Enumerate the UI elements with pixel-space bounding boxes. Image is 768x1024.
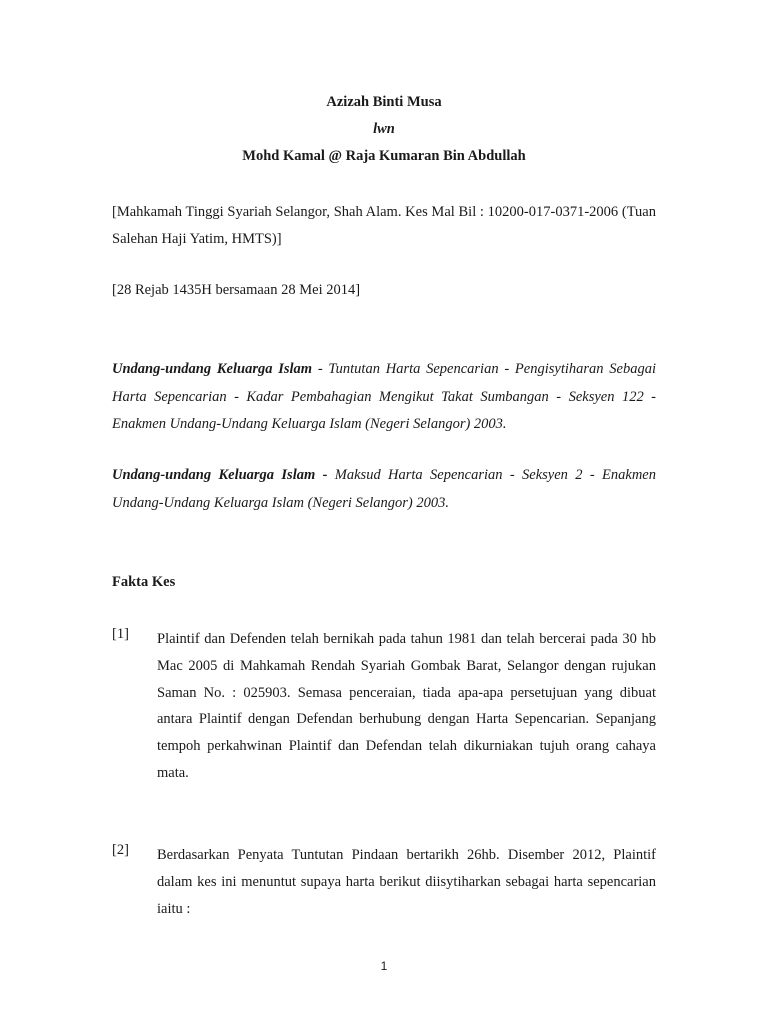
keyword-head: Undang-undang Keluarga Islam - xyxy=(112,467,328,483)
keyword-block-2 xyxy=(112,462,656,517)
keyword-text: Maksud Harta Sepencarian - Seksyen 2 - Enakmen Undang-Undang Keluarga Islam (Negeri Selangor) 2003. xyxy=(112,467,656,511)
paragraph-number: [2] xyxy=(112,842,129,858)
keyword-text: - Tuntutan Harta Sepencarian - Pengisytiharan Sebagai Harta Sepencarian - Kadar Pembahagian Mengikut Takat Sumbangan - Seksyen 122 - Enakmen Undang-Undang Keluarga Islam (Negeri Selangor) 2003. xyxy=(112,361,656,432)
paragraph-text: Berdasarkan Penyata Tuntutan Pindaan bertarikh 26hb. Disember 2012, Plaintif dalam kes ini menuntut supaya harta berikut diisytiharkan sebagai harta sepencarian iaitu : xyxy=(157,847,656,917)
versus-label: lwn xyxy=(373,121,395,137)
keyword-block-1 xyxy=(112,356,656,439)
keyword-head: Undang-undang Keluarga Islam xyxy=(112,361,313,377)
decision-date: [28 Rejab 1435H bersamaan 28 Mei 2014] xyxy=(112,282,361,298)
paragraph-number: [1] xyxy=(112,626,129,642)
court-reference: [Mahkamah Tinggi Syariah Selangor, Shah Alam. Kes Mal Bil : 10200-017-0371-2006 (Tuan Salehan Haji Yatim, HMTS)] xyxy=(112,204,656,247)
defendant-name: Mohd Kamal @ Raja Kumaran Bin Abdullah xyxy=(242,148,526,164)
paragraph-text: Plaintif dan Defenden telah bernikah pada tahun 1981 dan telah bercerai pada 30 hb Mac 2005 di Mahkamah Rendah Syariah Gombak Barat, Selangor dengan rujukan Saman No. : 025903. Semasa penceraian, tiada apa-apa persetujuan yang dibuat antara Plaintif dengan Defendan berhubung dengan Harta Sepencarian. Sepanjang tempoh perkahwinan Plaintif dan Defendan telah dikurniakan tujuh orang cahaya mata. xyxy=(157,631,656,781)
page-number: 1 xyxy=(380,959,388,973)
section-heading: Fakta Kes xyxy=(112,574,176,590)
plaintiff-name: Azizah Binti Musa xyxy=(326,94,442,110)
